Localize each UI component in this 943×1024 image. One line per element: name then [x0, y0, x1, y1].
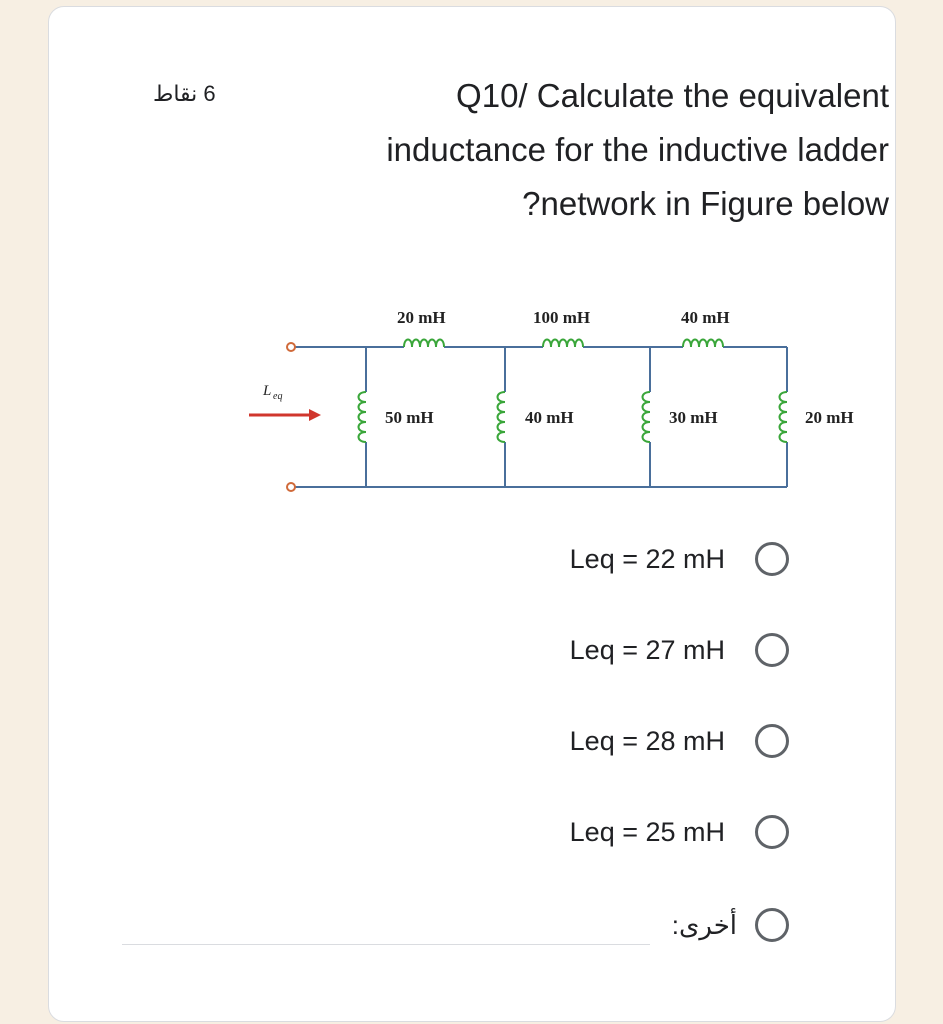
option-other-radio[interactable]: [755, 908, 789, 942]
shunt-inductor-1-coil: [359, 392, 367, 442]
ladder-network-figure: [239, 297, 889, 507]
question-text: Q10/ Calculate the equivalent inductance for the inductive ladder network in Figure below?: [386, 77, 889, 222]
input-terminal-top: [287, 343, 295, 351]
option-4[interactable]: [570, 810, 789, 854]
shunt-inductor-3-label: 30 mH: [669, 408, 718, 427]
option-other-label: أخرى:: [671, 909, 737, 940]
leq-arrow-head: [309, 409, 321, 421]
option-other[interactable]: [672, 903, 789, 947]
points-label: 6 نقاط: [153, 81, 216, 106]
series-inductor-3-coil: [683, 340, 723, 348]
series-inductor-2-coil: [543, 340, 583, 348]
option-3[interactable]: [570, 719, 789, 763]
shunt-inductor-2-coil: [498, 392, 506, 442]
option-4-label: Leq = 25 mH: [569, 816, 725, 847]
series-inductor-1-label: 20 mH: [397, 308, 446, 327]
option-1[interactable]: [570, 537, 789, 581]
shunt-inductor-3-coil: [643, 392, 651, 442]
shunt-inductor-1-label: 50 mH: [385, 408, 434, 427]
question-card: [48, 6, 896, 1022]
option-3-radio[interactable]: [755, 724, 789, 758]
option-1-label: Leq = 22 mH: [569, 543, 725, 574]
series-inductor-3-label: 40 mH: [681, 308, 730, 327]
series-inductor-1-coil: [404, 340, 444, 348]
option-2-label: Leq = 27 mH: [569, 634, 725, 665]
other-text-input[interactable]: [122, 940, 650, 945]
series-inductor-2-label: 100 mH: [533, 308, 591, 327]
option-1-radio[interactable]: [755, 542, 789, 576]
shunt-inductor-4-label: 20 mH: [805, 408, 854, 427]
option-4-radio[interactable]: [755, 815, 789, 849]
input-terminal-bottom: [287, 483, 295, 491]
option-2[interactable]: [570, 628, 789, 672]
leq-label: L: [263, 383, 272, 399]
shunt-inductor-4-coil: [780, 392, 788, 442]
option-2-radio[interactable]: [755, 633, 789, 667]
option-3-label: Leq = 28 mH: [569, 725, 725, 756]
leq-label-sub: eq: [273, 391, 283, 402]
shunt-inductor-2-label: 40 mH: [525, 408, 574, 427]
